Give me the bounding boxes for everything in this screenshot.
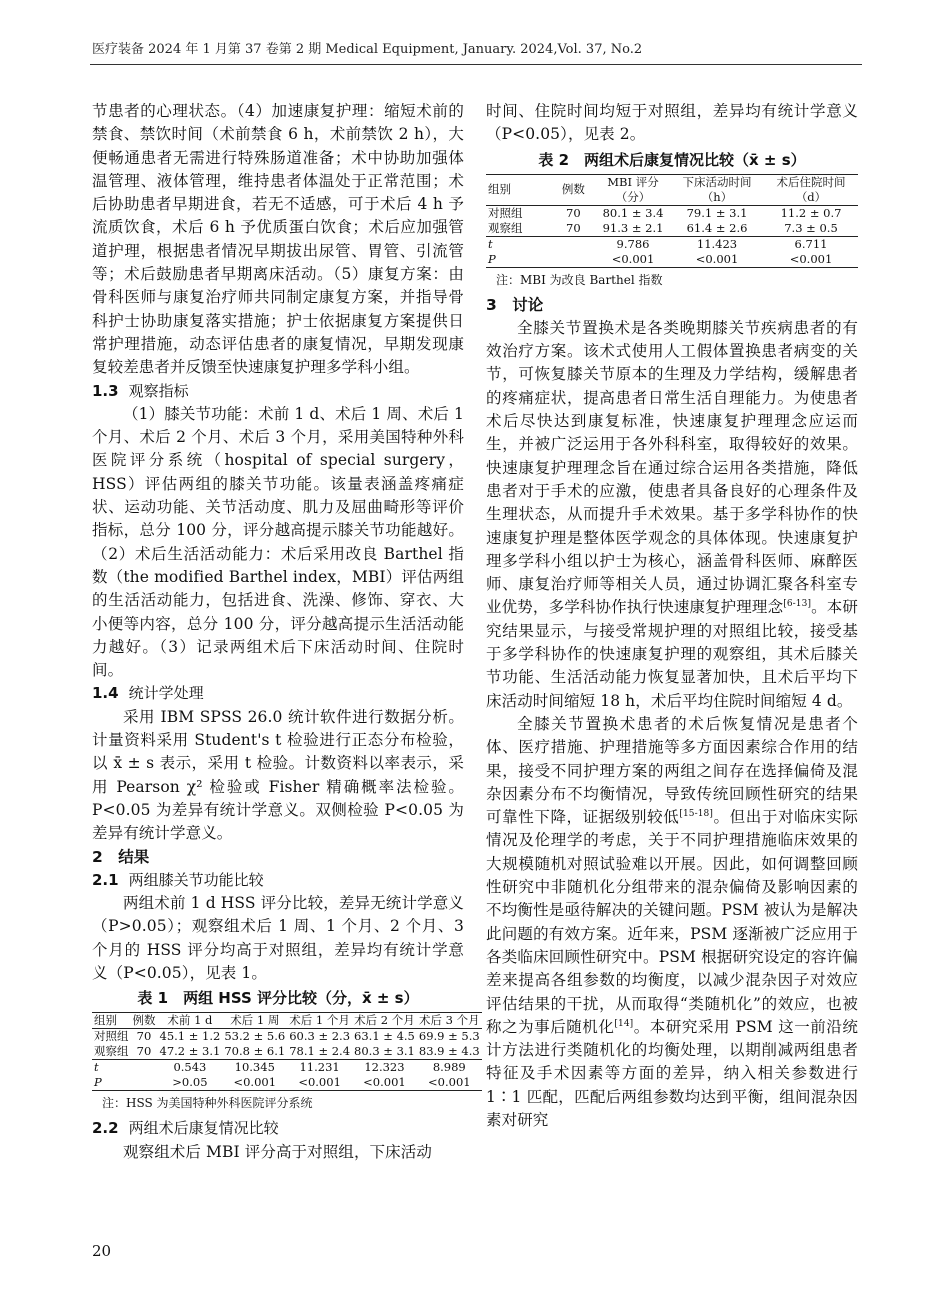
page-number: 20 xyxy=(92,1242,112,1260)
citation: [6-13] xyxy=(783,599,812,610)
running-header: 医疗装备 2024 年 1 月第 37 卷第 2 期 Medical Equipment, January. 2024,Vol. 37, No.2 xyxy=(92,42,643,57)
section-heading-2-2: 2.2 两组术后康复情况比较 xyxy=(92,1119,279,1138)
left-column xyxy=(92,100,480,1164)
header-rule xyxy=(90,64,862,65)
table-row: 观察组 70 91.3 ± 2.1 61.4 ± 2.6 7.3 ± 0.5 xyxy=(488,220,838,235)
paragraph-hss-results: 两组术前 1 d HSS 评分比较，差异无统计学意义（P>0.05）；观察组术后 1 周、1 个月、2 个月、3 个月的 HSS 评分均高于对照组，差异均有统计学意义（P<0.05），见表 1。 xyxy=(92,894,464,982)
table-row: 观察组 70 47.2 ± 3.1 70.8 ± 6.1 78.1 ± 2.4 80.3 ± 3.1 83.9 ± 4.3 xyxy=(94,1044,480,1059)
section-heading-2-1: 2.1 两组膝关节功能比较 xyxy=(92,870,264,889)
table2-header: MBI 评分（分） xyxy=(596,174,670,205)
citation: [14] xyxy=(614,1018,634,1029)
citation: [15-18] xyxy=(679,808,713,819)
table-row: 对照组 70 80.1 ± 3.4 79.1 ± 3.1 11.2 ± 0.7 xyxy=(488,205,842,220)
table1-header: 术后 1 周 xyxy=(222,1013,287,1029)
table2-caption: 表 2 两组术后康复情况比较（x̄ ± s） xyxy=(538,150,806,169)
paragraph-observation-indices: （1）膝关节功能：术前 1 d、术后 1 周、术后 1 个月、术后 2 个月、术后 3 个月，采用美国特种外科医院评分系统（hospital of special surgery，HSS）评估两组的膝关节功能。该量表涵盖疼痛症状、运动功能、关节活动度、肌力及屈曲畸形等评价指标，总分 100 分，评分越高提示膝关节功能越好。（2）术后生活活动能力：术后采用改良 Barthel 指数（the modified Barthel index，MBI）评估两组的生活活动能力，包括进食、洗澡、修饰、穿衣、大小便等内容，总分 100 分，评分越高提示生活活动能力越好。（3）记录两组术后下床活动时间、住院时间。 xyxy=(92,404,464,680)
table1-header: 术后 1 个月 xyxy=(287,1013,352,1029)
table1-header: 例数 xyxy=(132,1013,156,1028)
table-row: P >0.05 <0.001 <0.001 <0.001 <0.001 xyxy=(92,1075,482,1091)
table-row: t 0.543 10.345 11.231 12.323 8.989 xyxy=(92,1060,482,1076)
table-row: t 9.786 11.423 6.711 xyxy=(486,236,858,252)
paragraph-statistics: 采用 IBM SPSS 26.0 统计软件进行数据分析。计量资料采用 Student's t 检验进行正态分布检验，以 x̄ ± s 表示，采用 t 检验。计数资料以率表示，采用 Pearson χ² 检验或 Fisher 精确概率法检验。P<0.05 为差异有统计学意义。双侧检验 P<0.05 为差异有统计学意义。 xyxy=(92,707,464,843)
paragraph-discussion-1: 全膝关节置换术是各类晚期膝关节疾病患者的有效治疗方案。该术式使用人工假体置换患者病变的关节，可恢复膝关节原本的生理及力学结构，缓解患者的疼痛症状，提高患者日常生活自理能力。为使患者术后尽快达到康复标准，快速康复护理理念应运而生，并被广泛运用于各外科科室，取得较好的效果。快速康复护理理念旨在通过综合运用各类措施，降低患者对于手术的应激，使患者具备良好的心理条件及生理状态，从而提升手术效果。基于多学科协作的快速康复护理是整体医学观念的具体体现。快速康复护理多学科小组以护士为核心，涵盖骨科医师、麻醉医师、康复治疗师等相关人员，通过协调汇聚各科室专业优势，多学科协作执行快速康复护理理念[6-13]。本研究结果显示，与接受常规护理的对照组比较，接受基于多学科协作的快速康复护理的观察组，其术后膝关节功能、生活活动能力恢复显著加快，且术后平均下床活动时间缩短 18 h，术后平均住院时间缩短 4 d。 xyxy=(486,318,858,710)
table1-header: 术后 2 个月 xyxy=(352,1013,417,1029)
table2-rehab xyxy=(486,174,858,268)
paragraph-rehab-results-start: 观察组术后 MBI 评分高于对照组，下床活动 xyxy=(123,1142,432,1161)
table1-header: 组别 xyxy=(92,1013,131,1029)
table2-header: 组别 xyxy=(486,174,551,205)
table2-header: 下床活动时间（h） xyxy=(670,174,764,205)
paragraph-rehab-results-end: 时间、住院时间均短于对照组，差异均有统计学意义（P<0.05），见表 2。 xyxy=(486,102,858,144)
section-heading-1-3: 1.3 观察指标 xyxy=(92,381,189,400)
table1-hss-scores xyxy=(92,1012,482,1091)
table1-caption: 表 1 两组 HSS 评分比较（分，x̄ ± s） xyxy=(137,989,419,1008)
section-heading-1-4: 1.4 统计学处理 xyxy=(92,684,204,703)
table2-header: 例数 xyxy=(551,174,596,205)
right-column xyxy=(486,100,858,1132)
table2-header: 术后住院时间（d） xyxy=(764,174,858,205)
table1-note: 注：HSS 为美国特种外科医院评分系统 xyxy=(102,1096,313,1111)
table1-header: 术前 1 d xyxy=(158,1013,223,1029)
section-heading-2: 2 结果 xyxy=(92,847,150,866)
table-row: P <0.001 <0.001 <0.001 xyxy=(486,252,858,268)
table-row: 对照组 70 45.1 ± 1.2 53.2 ± 5.6 60.3 ± 2.3 63.1 ± 4.5 69.9 ± 5.3 xyxy=(94,1029,480,1044)
section-heading-3: 3 讨论 xyxy=(486,295,544,314)
paragraph-discussion-2: 全膝关节置换术患者的术后恢复情况是患者个体、医疗措施、护理措施等多方面因素综合作用的结果，接受不同护理方案的两组之间存在选择偏倚及混杂因素分布不均衡情况，导致传统回顾性研究的结果可靠性下降，证据级别较低[15-18]。但出于对临床实际情况及伦理学的考虑，关于不同护理措施临床效果的大规模随机对照试验难以开展。因此，如何调整回顾性研究中非随机化分组带来的混杂偏倚及影响因素的不均衡性是亟待解决的关键问题。PSM 被认为是解决此问题的有效方案。近年来，PSM 逐渐被广泛应用于各类临床回顾性研究中。PSM 根据研究设定的容许偏差来提高各组参数的均衡度，以减少混杂因子对效应评估结果的干扰，从而取得“类随机化”的效应，也被称之为事后随机化[14]。本研究采用 PSM 这一前沿统计方法进行类随机化的均衡处理，以期削减两组患者特征及手术因素等方面的差异，纳入相关参数进行 1∶1 匹配，匹配后两组参数均达到平衡，组间混杂因素对研究 xyxy=(486,714,858,1129)
table1-header: 术后 3 个月 xyxy=(417,1013,482,1029)
table2-note: 注：MBI 为改良 Barthel 指数 xyxy=(496,272,663,287)
paragraph-nursing-measures: 节患者的心理状态。（4）加速康复护理：缩短术前的禁食、禁饮时间（术前禁食 6 h，术前禁饮 2 h），大便畅通患者无需进行特殊肠道准备；术中协助加强体温管理、液体管理，维持患者体温处于正常范围；术后协助患者早期进食，若无不适感，可于术后 4 h 予流质饮食，术后 6 h 予优质蛋白饮食；术后应加强管道护理，根据患者情况早期拔出尿管、胃管、引流管等；术后鼓励患者早期离床活动。（5）康复方案：由骨科医师与康复治疗师共同制定康复方案，并指导骨科护士协助康复落实措施；护士依据康复方案提供日常护理措施，动态评估患者的康复情况，早期发现康复较差患者并反馈至快速康复护理多学科小组。 xyxy=(92,102,464,377)
